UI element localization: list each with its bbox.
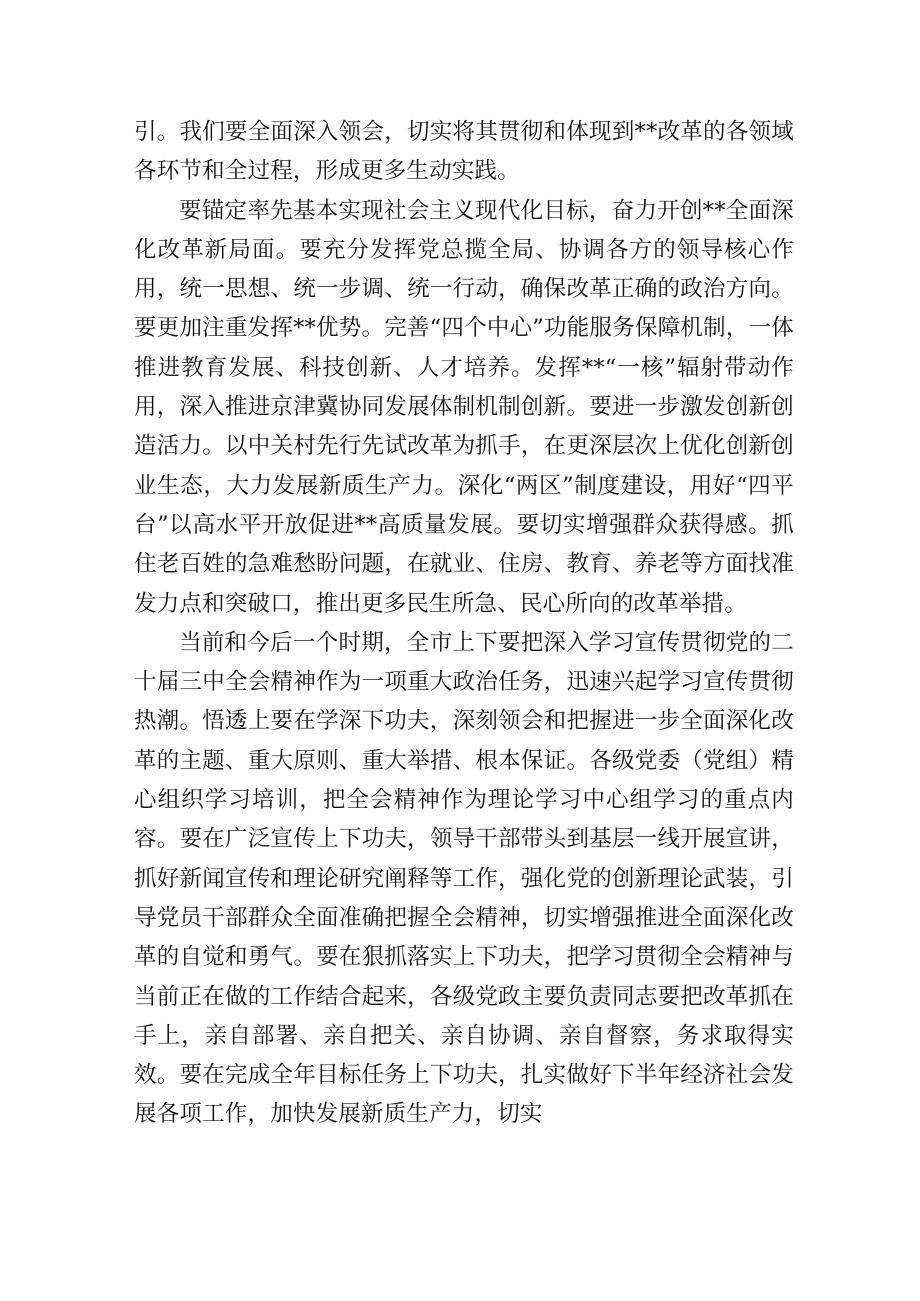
paragraph-reform-goals: 要锚定率先基本实现社会主义现代化目标，奋力开创**全面深化改革新局面。要充分发挥党总揽全局、协调各方的领导核心作用，统一思想、统一步调、统一行动，确保改革正确的政治方向。要更加注重发挥**优势。完善“四个中心”功能服务保障机制，一体推进教育发展、科技创新、人才培养。发挥**“一核”辐射带动作用，深入推进京津冀协同发展体制机制创新。要进一步激发创新创造活力。以中关村先行先试改革为抓手，在更深层次上优化创新创业生态，大力发展新质生产力。深化“两区”制度建设，用好“四平台”以高水平开放促进**高质量发展。要切实增强群众获得感。抓住老百姓的急难愁盼问题，在就业、住房、教育、养老等方面找准发力点和突破口，推出更多民生所急、民心所向的改革举措。 <box>134 197 794 617</box>
paragraph-study-tasks: 当前和今后一个时期，全市上下要把深入学习宣传贯彻党的二十届三中全会精神作为一项重大政治任务，迅速兴起学习宣传贯彻热潮。悟透上要在学深下功夫，深刻领会和把握进一步全面深化改革的主题、重大原则、重大举措、根本保证。各级党委（党组）精心组织学习培训，把全会精神作为理论学习中心组学习的重点内容。要在广泛宣传上下功夫，领导干部带头到基层一线开展宣讲，抓好新闻宣传和理论研究阐释等工作，强化党的创新理论武装，引导党员干部群众全面准确把握全会精神，切实增强推进全面深化改革的自觉和勇气。要在狠抓落实上下功夫，把学习贯彻全会精神与当前正在做的工作结合起来，各级党政主要负责同志要把改革抓在手上，亲自部署、亲自把关、亲自协调、亲自督察，务求取得实效。要在完成全年目标任务上下功夫，扎实做好下半年经济社会发展各项工作，加快发展新质生产力，切实 <box>134 629 794 1128</box>
document-body <box>134 113 794 1135</box>
paragraph-continued: 引。我们要全面深入领会，切实将其贯彻和体现到**改革的各领域各环节和全过程，形成更多生动实践。 <box>134 119 794 185</box>
